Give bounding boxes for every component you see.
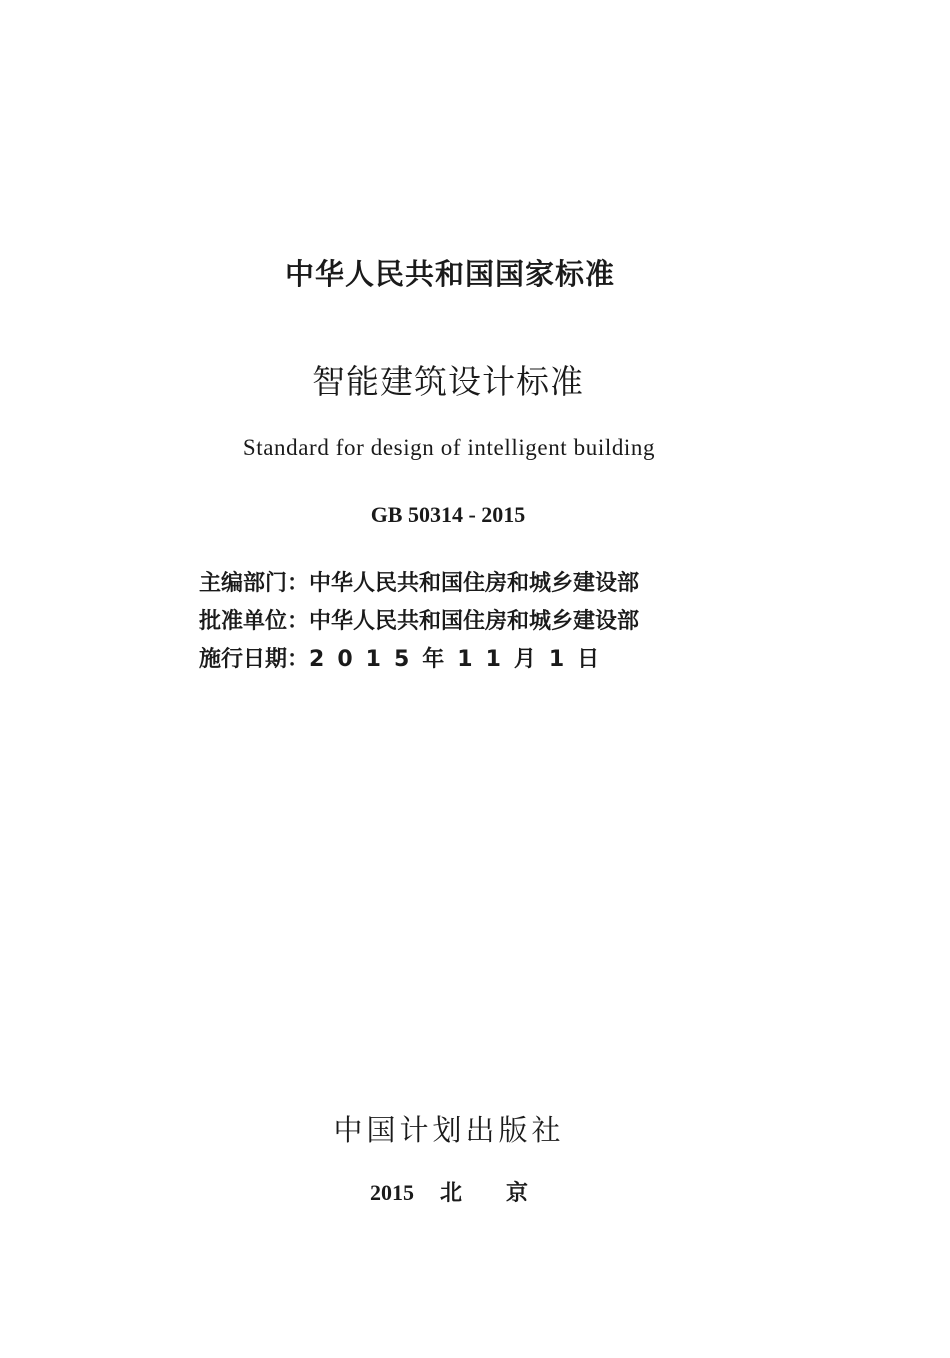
metadata-block	[199, 565, 719, 679]
date-row	[199, 641, 719, 679]
standard-series-heading: 中华人民共和国国家标准	[284, 257, 615, 291]
editor-colon: ：	[287, 571, 310, 596]
date-value: 2015年11月1日	[309, 647, 613, 672]
date-colon: ：	[287, 647, 310, 672]
editor-row	[199, 565, 719, 603]
standard-code: GB 50314 - 2015	[370, 502, 526, 527]
title-chinese: 智能建筑设计标准	[312, 362, 584, 401]
imprint-line	[0, 1176, 898, 1207]
editor-value: 中华人民共和国住房和城乡建设部	[309, 571, 640, 596]
date-label: 施行日期	[199, 647, 288, 672]
imprint-city-second-char: 京	[506, 1181, 529, 1206]
imprint-year: 2015	[369, 1180, 414, 1205]
imprint-city-first-char: 北	[439, 1181, 462, 1206]
approver-label: 批准单位	[199, 609, 288, 634]
editor-label: 主编部门	[199, 571, 288, 596]
publisher-name: 中国计划出版社	[333, 1113, 565, 1147]
approver-value: 中华人民共和国住房和城乡建设部	[309, 609, 640, 634]
title-english: Standard for design of intelligent building	[242, 435, 656, 460]
approver-colon: ：	[287, 609, 310, 634]
approver-row	[199, 603, 719, 641]
